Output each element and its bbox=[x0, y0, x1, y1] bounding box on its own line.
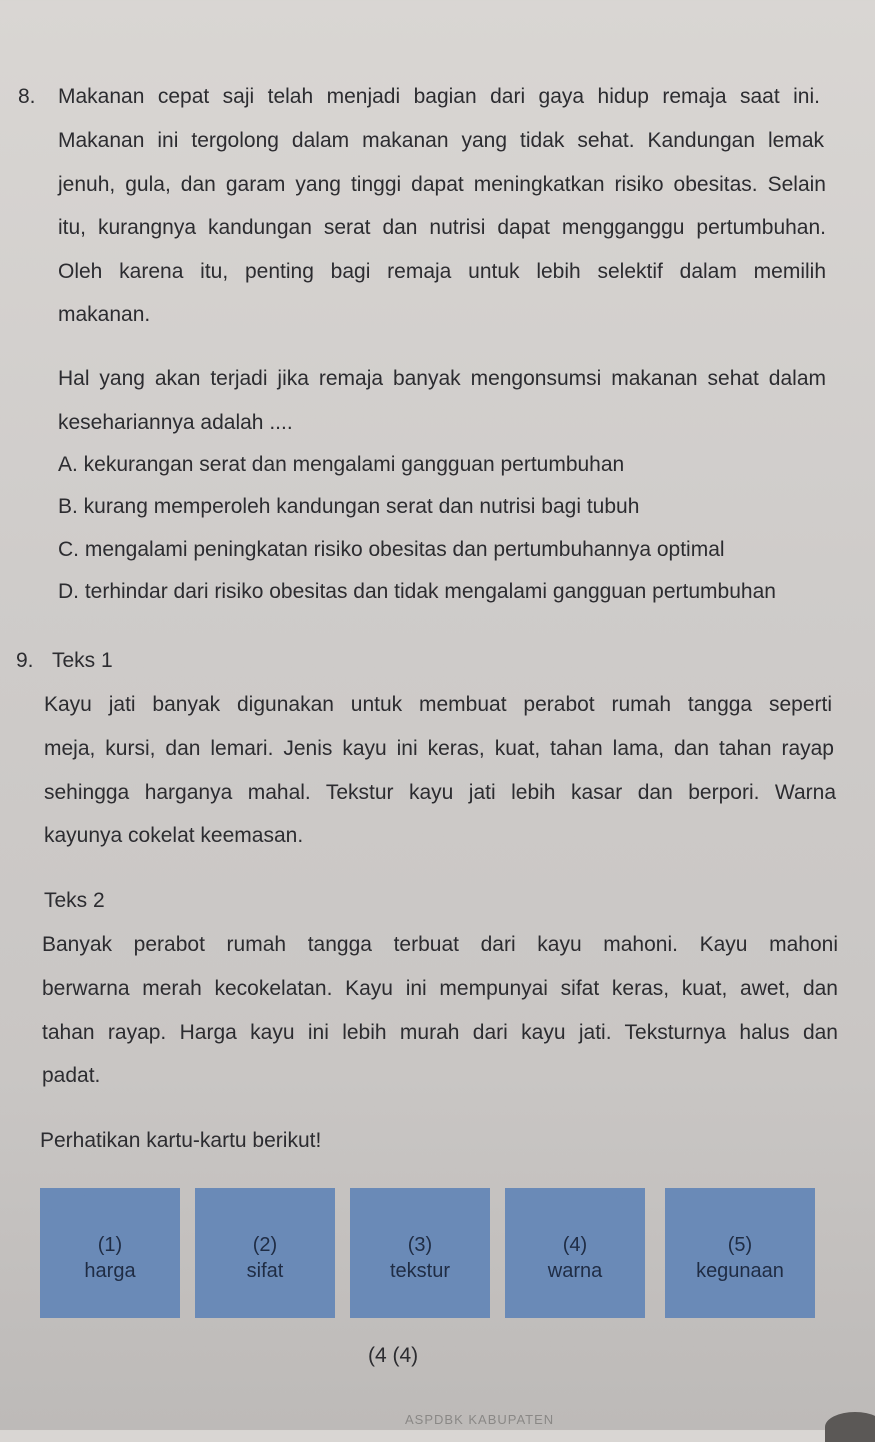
footer-text: ASPDBK KABUPATEN bbox=[405, 1412, 555, 1427]
paragraph-line: Oleh karena itu, penting bagi remaja untuk lebih selektif dalam memilih bbox=[58, 260, 826, 283]
card-label: kegunaan bbox=[696, 1260, 784, 1282]
card-number: (1) bbox=[97, 1234, 123, 1256]
paragraph-line: Kayu jati banyak digunakan untuk membuat perabot rumah tangga seperti bbox=[44, 693, 832, 716]
paragraph-line: meja, kursi, dan lemari. Jenis kayu ini keras, kuat, tahan lama, dan tahan rayap bbox=[44, 737, 834, 760]
card-warna bbox=[505, 1188, 645, 1318]
question-9-number: 9. bbox=[16, 649, 34, 672]
paragraph-line: Makanan cepat saji telah menjadi bagian dari gaya hidup remaja saat ini. bbox=[58, 85, 820, 108]
card-number: (3) bbox=[407, 1234, 433, 1256]
card-harga bbox=[40, 1188, 180, 1318]
option-c[interactable]: C. mengalami peningkatan risiko obesitas dan pertumbuhannya optimal bbox=[58, 538, 725, 561]
text-1-title: Teks 1 bbox=[52, 649, 113, 672]
text-2-title: Teks 2 bbox=[44, 889, 105, 912]
page-marker: (4 (4) bbox=[368, 1344, 419, 1367]
question-8-number: 8. bbox=[18, 85, 36, 108]
paragraph-line: Banyak perabot rumah tangga terbuat dari kayu mahoni. Kayu mahoni bbox=[42, 933, 838, 956]
paragraph-line: kayunya cokelat keemasan. bbox=[44, 824, 304, 847]
paragraph-line: itu, kurangnya kandungan serat dan nutrisi dapat mengganggu pertumbuhan. bbox=[58, 216, 826, 239]
card-kegunaan bbox=[665, 1188, 815, 1318]
card-number: (2) bbox=[252, 1234, 278, 1256]
paragraph-line: jenuh, gula, dan garam yang tinggi dapat meningkatkan risiko obesitas. Selain bbox=[58, 173, 826, 196]
card-tekstur bbox=[350, 1188, 490, 1318]
paragraph-line: Makanan ini tergolong dalam makanan yang tidak sehat. Kandungan lemak bbox=[58, 129, 824, 152]
card-label: tekstur bbox=[389, 1260, 451, 1282]
card-sifat bbox=[195, 1188, 335, 1318]
paragraph-line: padat. bbox=[42, 1064, 101, 1087]
paragraph-line: makanan. bbox=[58, 303, 151, 326]
question-line: Hal yang akan terjadi jika remaja banyak mengonsumsi makanan sehat dalam bbox=[58, 367, 826, 390]
paragraph-line: tahan rayap. Harga kayu ini lebih murah dari kayu jati. Teksturnya halus dan bbox=[42, 1021, 838, 1044]
question-line: kesehariannya adalah .... bbox=[58, 411, 293, 434]
card-label: sifat bbox=[246, 1260, 284, 1282]
paragraph-line: berwarna merah kecokelatan. Kayu ini mempunyai sifat keras, kuat, awet, dan bbox=[42, 977, 838, 1000]
option-a[interactable]: A. kekurangan serat dan mengalami gangguan pertumbuhan bbox=[58, 453, 625, 476]
card-label: warna bbox=[547, 1260, 603, 1282]
cards-instruction: Perhatikan kartu-kartu berikut! bbox=[40, 1129, 322, 1152]
card-label: harga bbox=[84, 1260, 136, 1282]
corner-shadow bbox=[825, 1412, 875, 1442]
paragraph-line: sehingga harganya mahal. Tekstur kayu jati lebih kasar dan berpori. Warna bbox=[44, 781, 836, 804]
option-d[interactable]: D. terhindar dari risiko obesitas dan tidak mengalami gangguan pertumbuhan bbox=[58, 580, 776, 603]
card-number: (5) bbox=[727, 1234, 753, 1256]
card-number: (4) bbox=[562, 1234, 588, 1256]
option-b[interactable]: B. kurang memperoleh kandungan serat dan nutrisi bagi tubuh bbox=[58, 495, 640, 518]
